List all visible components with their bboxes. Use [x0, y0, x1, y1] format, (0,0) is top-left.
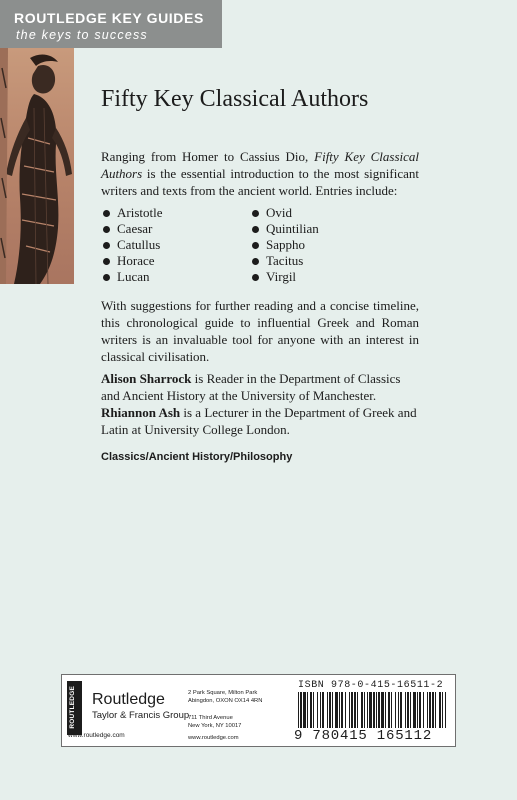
publisher-group: Taylor & Francis Group: [92, 710, 190, 721]
series-tagline: the keys to success: [16, 28, 148, 42]
address-line: Abingdon, OXON OX14 4RN: [188, 698, 263, 704]
barcode-bar: [395, 692, 396, 728]
barcode-image: [298, 692, 448, 728]
barcode-bar: [398, 692, 399, 728]
barcode-bar: [335, 692, 338, 728]
barcode-bar: [400, 692, 402, 728]
intro-book-title: Fifty Key Classical Authors: [101, 149, 419, 181]
barcode-bar: [369, 692, 372, 728]
author-name: Alison Sharrock: [101, 371, 192, 386]
barcode-bar: [439, 692, 441, 728]
list-item: Tacitus: [250, 253, 319, 269]
barcode-bar: [388, 692, 390, 728]
publisher-imprint-box: [61, 674, 456, 747]
barcode-bar: [357, 692, 358, 728]
barcode-bar: [317, 692, 318, 728]
barcode-bar: [442, 692, 443, 728]
barcode-bar: [410, 692, 411, 728]
barcode-bar: [322, 692, 324, 728]
series-banner: [0, 0, 222, 48]
barcode-bar: [429, 692, 431, 728]
barcode-bar: [407, 692, 409, 728]
list-item: Ovid: [250, 205, 319, 221]
barcode-bar: [381, 692, 384, 728]
author-bio-text: is a Lecturer in the Department of Greek and Latin at University College London.: [101, 405, 417, 437]
barcode-bar: [378, 692, 380, 728]
barcode-bar: [445, 692, 446, 728]
barcode-bar: [329, 692, 331, 728]
list-item: Virgil: [250, 269, 319, 285]
barcode-bar: [339, 692, 340, 728]
publisher-name: Routledge: [92, 691, 165, 708]
list-item: Horace: [101, 253, 163, 269]
barcode-bar: [427, 692, 428, 728]
barcode-bar: [376, 692, 377, 728]
barcode-bar: [405, 692, 406, 728]
barcode-bar: [373, 692, 375, 728]
greek-vase-figure-image: [0, 48, 74, 284]
barcode-bar: [298, 692, 299, 728]
subject-category: Classics/Ancient History/Philosophy: [101, 451, 293, 463]
entries-list-right: [250, 205, 319, 285]
barcode-digits: 9 780415 165112: [294, 728, 433, 744]
barcode-bar: [351, 692, 353, 728]
barcode-bar: [332, 692, 333, 728]
barcode-bar: [354, 692, 356, 728]
barcode-bar: [417, 692, 418, 728]
barcode-bar: [413, 692, 416, 728]
intro-text-start: Ranging from Homer to Cassius Dio,: [101, 149, 315, 164]
list-item: Catullus: [101, 237, 163, 253]
barcode-bar: [419, 692, 421, 728]
barcode-bar: [327, 692, 328, 728]
cover-artwork-strip: [0, 48, 74, 284]
intro-paragraph: [101, 148, 419, 199]
series-title: ROUTLEDGE KEY GUIDES: [14, 10, 204, 26]
barcode-bar: [303, 692, 306, 728]
isbn-label: ISBN 978-0-415-16511-2: [298, 680, 444, 691]
publisher-url-secondary[interactable]: www.routledge.com: [188, 735, 239, 741]
barcode-bar: [320, 692, 321, 728]
barcode-bar: [349, 692, 350, 728]
routledge-logo-text: ROUTLEDGE: [69, 686, 76, 729]
entries-list-left: [101, 205, 163, 285]
list-item: Sappho: [250, 237, 319, 253]
author-name: Rhiannon Ash: [101, 405, 181, 420]
barcode-bar: [341, 692, 343, 728]
address-us: [188, 714, 241, 730]
address-uk: [188, 689, 262, 705]
address-line: 2 Park Square, Milton Park: [188, 690, 258, 696]
author-bio-text: is Reader in the Department of Classics and Ancient History at the University of Manchester.: [101, 371, 401, 403]
book-title: Fifty Key Classical Authors: [101, 86, 369, 112]
barcode-bar: [300, 692, 302, 728]
list-item: Quintilian: [250, 221, 319, 237]
list-item: Aristotle: [101, 205, 163, 221]
barcode-bar: [310, 692, 312, 728]
list-item: Lucan: [101, 269, 163, 285]
barcode-bar: [435, 692, 436, 728]
barcode-bar: [385, 692, 386, 728]
barcode-bar: [391, 692, 392, 728]
address-line: 711 Third Avenue: [188, 715, 233, 721]
author-bio-ash: [101, 404, 419, 438]
barcode-bar: [432, 692, 434, 728]
barcode-bar: [361, 692, 363, 728]
address-line: New York, NY 10017: [188, 723, 242, 729]
intro-text-end: is the essential introduction to the most significant writers and texts from the ancient world. Entries include:: [101, 166, 419, 198]
barcode-bar: [313, 692, 314, 728]
list-item: Caesar: [101, 221, 163, 237]
barcode-bar: [364, 692, 365, 728]
barcode-bar: [423, 692, 424, 728]
publisher-url[interactable]: www.routledge.com: [68, 732, 125, 739]
description-paragraph: With suggestions for further reading and a concise timeline, this chronological guide to influential Greek and Roman writers is an invaluable tool for anyone with an interest in classical civilisation.: [101, 298, 419, 364]
barcode-bar: [367, 692, 368, 728]
barcode-bar: [307, 692, 308, 728]
author-bio-sharrock: [101, 370, 419, 404]
barcode-bar: [345, 692, 346, 728]
